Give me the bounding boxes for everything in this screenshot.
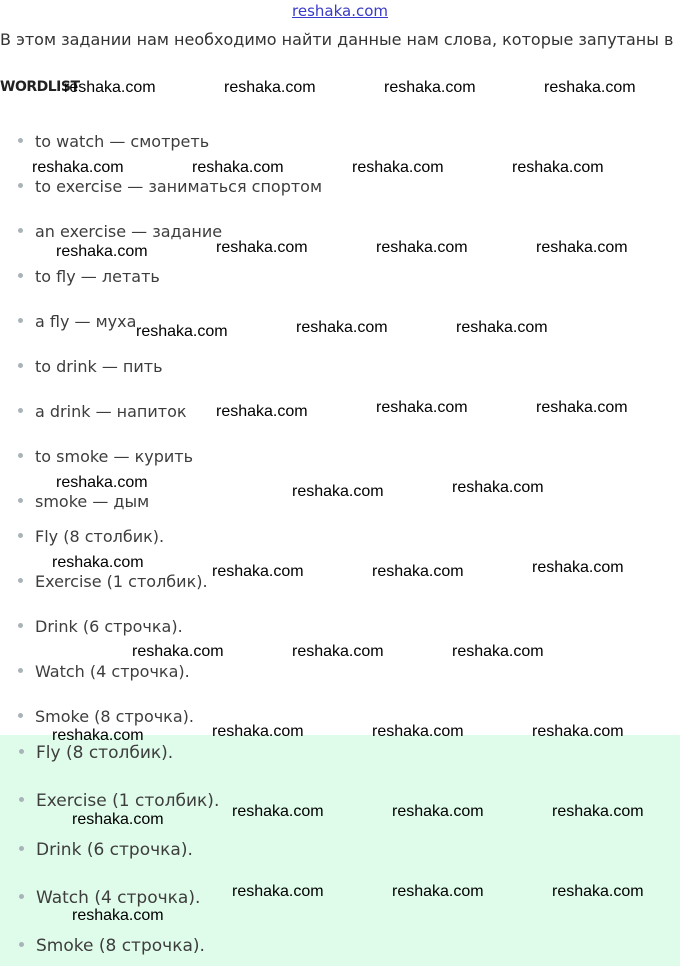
watermark: reshaka.com [72, 907, 164, 924]
bullet-icon [18, 363, 23, 368]
bullet-icon [18, 453, 23, 458]
bullet-icon [18, 623, 23, 628]
bullet-icon [18, 138, 23, 143]
watermark: reshaka.com [212, 563, 304, 580]
list-item: to watch — смотреть [18, 132, 209, 151]
list-item: to smoke — курить [18, 447, 193, 466]
bullet-icon [18, 498, 23, 503]
watermark: reshaka.com [452, 479, 544, 496]
watermark: reshaka.com [552, 883, 644, 900]
list-item: Fly (8 столбик). [18, 527, 164, 546]
answer-item: Watch (4 строчка). [19, 888, 200, 908]
list-item: Smoke (8 строчка). [18, 707, 194, 726]
watermark: reshaka.com [372, 723, 464, 740]
watermark: reshaka.com [56, 474, 148, 491]
watermark: reshaka.com [456, 319, 548, 336]
list-item: to exercise — заниматься спортом [18, 177, 322, 196]
bullet-icon [19, 942, 24, 947]
watermark: reshaka.com [132, 643, 224, 660]
bullet-icon [18, 533, 23, 538]
watermark: reshaka.com [64, 79, 156, 96]
watermark: reshaka.com [352, 159, 444, 176]
watermark: reshaka.com [212, 723, 304, 740]
watermark: reshaka.com [72, 811, 164, 828]
watermark: reshaka.com [232, 883, 324, 900]
watermark: reshaka.com [536, 399, 628, 416]
list-item: Exercise (1 столбик). [18, 572, 208, 591]
watermark: reshaka.com [136, 323, 228, 340]
watermark: reshaka.com [392, 803, 484, 820]
watermark: reshaka.com [296, 319, 388, 336]
bullet-icon [18, 228, 23, 233]
watermark: reshaka.com [52, 727, 144, 744]
bullet-icon [19, 749, 24, 754]
watermark: reshaka.com [372, 563, 464, 580]
watermark: reshaka.com [224, 79, 316, 96]
bullet-icon [18, 578, 23, 583]
watermark: reshaka.com [552, 803, 644, 820]
watermark: reshaka.com [544, 79, 636, 96]
list-item: Watch (4 строчка). [18, 662, 190, 681]
bullet-icon [18, 183, 23, 188]
list-item: to fly — летать [18, 267, 160, 286]
wordlist-title: WORDLIST [0, 79, 80, 95]
watermark: reshaka.com [292, 483, 384, 500]
list-item: an exercise — задание [18, 222, 222, 241]
site-link[interactable]: reshaka.com [292, 2, 388, 20]
bullet-icon [19, 797, 24, 802]
list-item: a fly — муха [18, 312, 136, 331]
watermark: reshaka.com [32, 159, 124, 176]
watermark: reshaka.com [512, 159, 604, 176]
list-item: to drink — пить [18, 357, 163, 376]
watermark: reshaka.com [384, 79, 476, 96]
intro-text: В этом задании нам необходимо найти данные нам слова, которые запутаны в [0, 30, 674, 49]
answer-item: Drink (6 строчка). [19, 840, 193, 860]
answer-item: Exercise (1 столбик). [19, 791, 219, 811]
bullet-icon [18, 668, 23, 673]
list-item: Drink (6 строчка). [18, 617, 183, 636]
watermark: reshaka.com [532, 723, 624, 740]
watermark: reshaka.com [216, 403, 308, 420]
list-item: smoke — дым [18, 492, 149, 511]
answer-item: Fly (8 столбик). [19, 743, 173, 763]
watermark: reshaka.com [392, 883, 484, 900]
bullet-icon [19, 894, 24, 899]
watermark: reshaka.com [52, 554, 144, 571]
watermark: reshaka.com [56, 243, 148, 260]
list-item: a drink — напиток [18, 402, 187, 421]
watermark: reshaka.com [452, 643, 544, 660]
bullet-icon [18, 408, 23, 413]
watermark: reshaka.com [536, 239, 628, 256]
watermark: reshaka.com [216, 239, 308, 256]
bullet-icon [18, 713, 23, 718]
watermark: reshaka.com [376, 239, 468, 256]
watermark: reshaka.com [532, 559, 624, 576]
watermark: reshaka.com [192, 159, 284, 176]
watermark: reshaka.com [232, 803, 324, 820]
watermark: reshaka.com [292, 643, 384, 660]
bullet-icon [19, 846, 24, 851]
watermark: reshaka.com [376, 399, 468, 416]
bullet-icon [18, 318, 23, 323]
answer-item: Smoke (8 строчка). [19, 936, 205, 956]
bullet-icon [18, 273, 23, 278]
